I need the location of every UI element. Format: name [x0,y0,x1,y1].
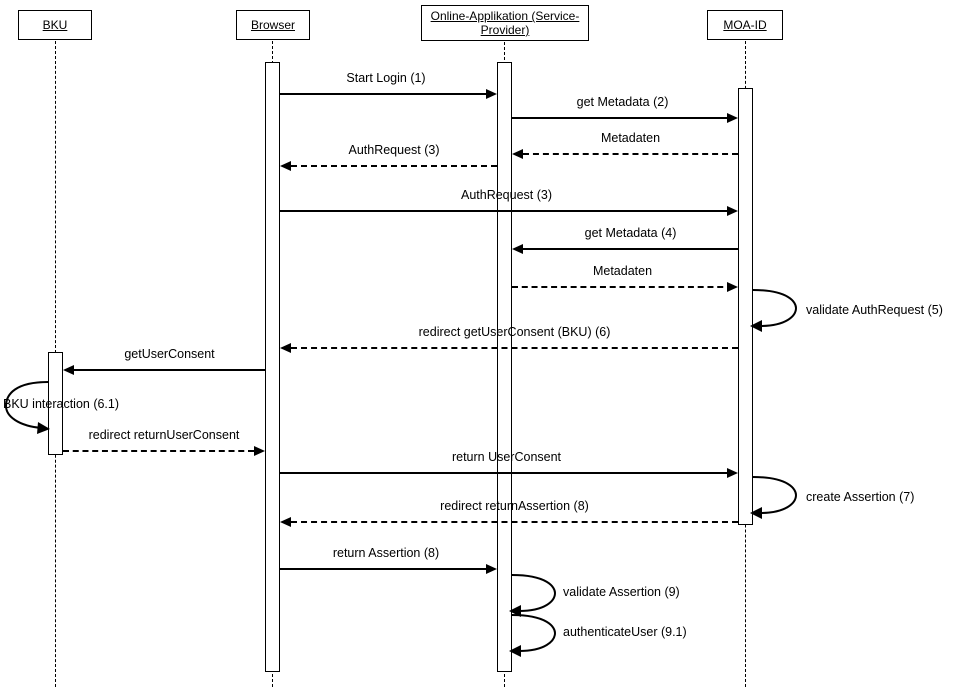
arrow-head-metadaten-2 [727,282,738,292]
message-label-authrequest-redirect: AuthRequest (3) [348,143,440,157]
arrow-head-metadaten-1 [512,149,523,159]
message-label-get-metadata-2: get Metadata (2) [576,95,669,109]
lifeline-head-bku [18,10,92,40]
message-label-getuserconsent: getUserConsent [124,347,215,361]
message-line-authrequest-redirect [291,165,497,167]
message-label-redirect-getuserconsent: redirect getUserConsent (BKU) (6) [418,325,611,339]
arrow-head-redirect-returnassertion [280,517,291,527]
arrow-head-return-assertion [486,564,497,574]
message-label-metadaten-2: Metadaten [592,264,653,278]
message-line-return-userconsent [280,472,733,474]
self-message-create-assertion [748,473,810,519]
self-message-label-validate-authrequest: validate AuthRequest (5) [806,303,943,317]
lifeline-head-browser [236,10,310,40]
self-message-label-validate-assertion: validate Assertion (9) [563,585,680,599]
self-message-label-authenticate-user: authenticateUser (9.1) [563,625,687,639]
message-line-getuserconsent [74,369,265,371]
arrow-head-authrequest-redirect [280,161,291,171]
message-label-return-assertion: return Assertion (8) [332,546,440,560]
lifeline-head-moaid [707,10,783,40]
message-line-start-login [280,93,492,95]
arrow-head-redirect-returnuserconsent [254,446,265,456]
arrow-head-redirect-getuserconsent [280,343,291,353]
arrow-head-authrequest-to-moaid [727,206,738,216]
message-line-redirect-returnuserconsent [63,450,254,452]
message-label-redirect-returnuserconsent: redirect returnUserConsent [88,428,240,442]
self-message-label-create-assertion: create Assertion (7) [806,490,915,504]
message-line-authrequest-to-moaid [280,210,733,212]
message-line-redirect-returnassertion [291,521,738,523]
message-line-get-metadata-4 [523,248,738,250]
arrow-head-return-userconsent [727,468,738,478]
lifeline-head-service-provider [421,5,589,41]
message-line-return-assertion [280,568,492,570]
arrow-head-get-metadata-2 [727,113,738,123]
arrow-head-get-metadata-4 [512,244,523,254]
message-label-authrequest-to-moaid: AuthRequest (3) [460,188,553,202]
message-label-start-login: Start Login (1) [346,71,426,85]
self-message-label-bku-interaction: BKU interaction (6.1) [3,397,120,411]
self-message-authenticate-user [507,611,569,657]
message-line-redirect-getuserconsent [291,347,738,349]
lifeline-label-moaid: MOA-ID [723,18,767,32]
message-line-get-metadata-2 [512,117,733,119]
arrow-head-start-login [486,89,497,99]
lifeline-label-service-provider: Online-Applikation (Service-Provider) [430,9,580,37]
activation-bar-browser [265,62,280,672]
message-line-metadaten-1 [523,153,738,155]
arrow-head-getuserconsent [63,365,74,375]
message-label-get-metadata-4: get Metadata (4) [584,226,677,240]
message-line-metadaten-2 [512,286,733,288]
lifeline-label-browser: Browser [250,18,295,32]
message-label-metadaten-1: Metadaten [600,131,661,145]
message-label-return-userconsent: return UserConsent [451,450,562,464]
message-label-redirect-returnassertion: redirect returnAssertion (8) [440,499,589,513]
self-message-validate-authrequest [748,286,810,332]
lifeline-label-bku: BKU [42,18,68,32]
